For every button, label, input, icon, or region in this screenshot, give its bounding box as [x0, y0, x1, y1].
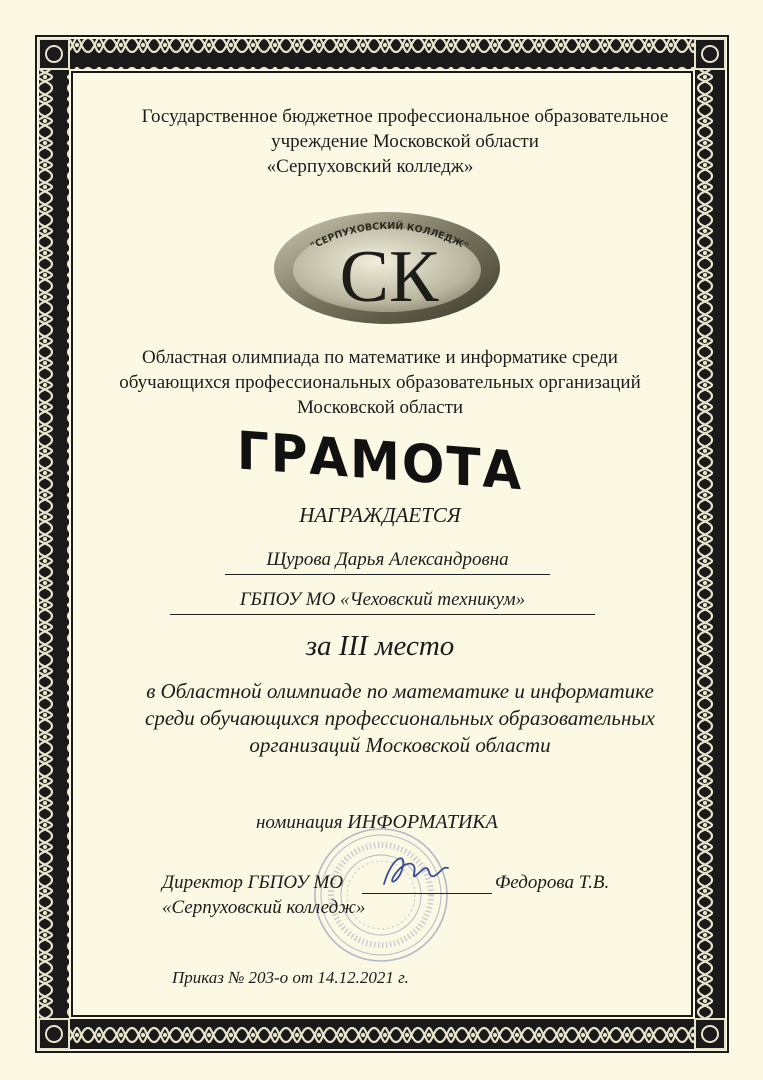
director-name: Федорова Т.В. — [495, 872, 610, 893]
olympiad-line-3: Московской области — [296, 397, 464, 418]
description-line-2: среди обучающихся профессиональных образовательных — [145, 706, 655, 730]
description-line-1: в Областной олимпиаде по математике и информатике — [146, 679, 654, 703]
handwritten-signature — [378, 846, 453, 896]
logo-ring-text: "СЕРПУХОВСКИЙ КОЛЛЕДЖ" — [309, 220, 470, 253]
logo-letters: СК — [339, 236, 439, 318]
institution-line-2: учреждение Московской области — [271, 131, 539, 152]
place-text: за III место — [305, 630, 455, 662]
description-line-3: организаций Московской области — [249, 733, 551, 757]
nomination-value: ИНФОРМАТИКА — [347, 811, 498, 833]
director-title-line-2: «Серпуховский колледж» — [162, 897, 366, 918]
certificate-title: ГРАМОТА — [236, 420, 524, 502]
olympiad-line-2: обучающихся профессиональных образовательных организаций — [119, 372, 641, 393]
recipient-name-underline — [225, 574, 550, 575]
awarded-label: НАГРАЖДАЕТСЯ — [299, 503, 461, 527]
recipient-institution: ГБПОУ МО «Чеховский техникум» — [239, 589, 526, 610]
director-title-line-1: Директор ГБПОУ МО — [162, 872, 344, 893]
nomination-label: номинация — [256, 812, 348, 833]
signature-underline — [362, 893, 492, 894]
institution-line-1: Государственное бюджетное профессиональное образовательное — [141, 106, 669, 127]
order-number: Приказ № 203-о от 14.12.2021 г. — [172, 968, 409, 987]
olympiad-line-1: Областная олимпиада по математике и информатике среди — [142, 347, 618, 368]
college-logo — [272, 206, 502, 326]
institution-line-3: «Серпуховский колледж» — [266, 156, 474, 177]
recipient-institution-underline — [170, 614, 595, 615]
recipient-name: Щурова Дарья Александровна — [266, 549, 509, 570]
